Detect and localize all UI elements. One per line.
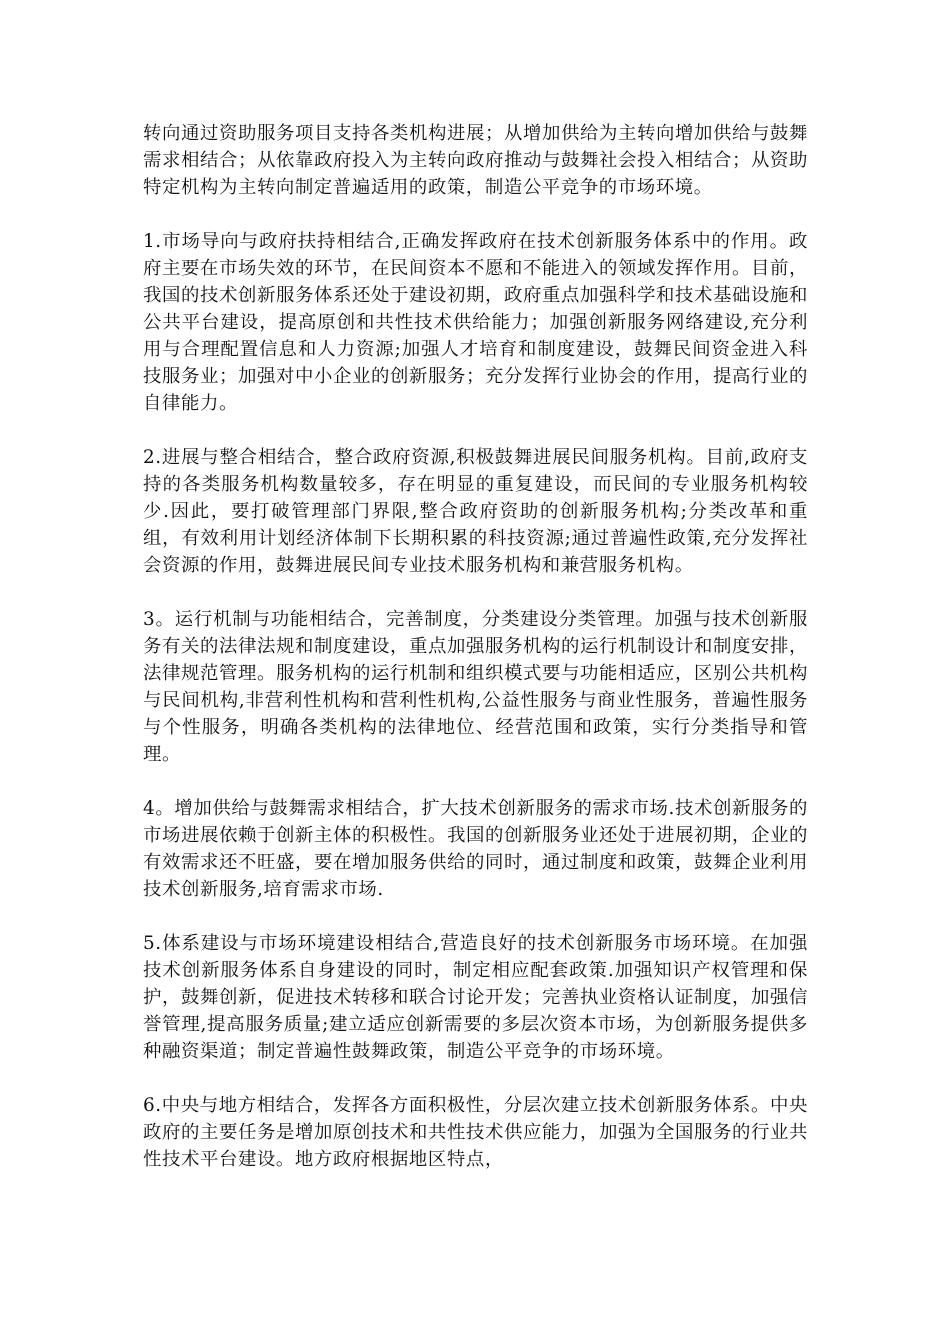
- paragraph-6-central-local: 6.中央与地方相结合，发挥各方面积极性，分层次建立技术创新服务体系。中央政府的主要任务是增加原创技术和共性技术供应能力，加强为全国服务的行业共性技术平台建设。地方政府根据地区特点，: [143, 1095, 808, 1170]
- paragraph-5-system-environment: 5.体系建设与市场环境建设相结合,营造良好的技术创新服务市场环境。在加强技术创新服务体系自身建设的同时，制定相应配套政策.加强知识产权管理和保护，鼓舞创新，促进技术转移和联合讨论开发；完善执业资格认证制度，加强信誉管理,提高服务质量;建立适应创新需要的多层次资本市场，为创新服务提供多种融资渠道；制定普遍性鼓舞政策，制造公平竞争的市场环境。: [143, 933, 808, 1062]
- paragraph-2-development-integration: 2.进展与整合相结合，整合政府资源,积极鼓舞进展民间服务机构。目前,政府支持的各类服务机构数量较多，存在明显的重复建设，而民间的专业服务机构较少.因此，要打破管理部门界限,整合政府资助的创新服务机构;分类改革和重组，有效利用计划经济体制下长期积累的科技资源;通过普遍性政策,充分发挥社会资源的作用，鼓舞进展民间专业技术服务机构和兼营服务机构。: [143, 447, 808, 576]
- document-page: [143, 120, 808, 1200]
- paragraph-4-supply-demand: 4。增加供给与鼓舞需求相结合，扩大技术创新服务的需求市场.技术创新服务的市场进展依赖于创新主体的积极性。我国的创新服务业还处于进展初期，企业的有效需求还不旺盛，要在增加服务供给的同时，通过制度和政策，鼓舞企业利用技术创新服务,培育需求市场.: [143, 798, 808, 900]
- paragraph-1-market-government: 1.市场导向与政府扶持相结合,正确发挥政府在技术创新服务体系中的作用。政府主要在市场失效的环节，在民间资本不愿和不能进入的领域发挥作用。目前，我国的技术创新服务体系还处于建设初期，政府重点加强科学和技术基础设施和公共平台建设，提高原创和共性技术供给能力；加强创新服务网络建设,充分利用与合理配置信息和人力资源;加强人才培育和制度建设，鼓舞民间资金进入科技服务业；加强对中小企业的创新服务；充分发挥行业协会的作用，提高行业的自律能力。: [143, 231, 808, 414]
- paragraph-intro: 转向通过资助服务项目支持各类机构进展；从增加供给为主转向增加供给与鼓舞需求相结合；从依靠政府投入为主转向政府推动与鼓舞社会投入相结合；从资助特定机构为主转向制定普遍适用的政策，制造公平竞争的市场环境。: [143, 123, 808, 198]
- paragraph-3-mechanism-function: 3。运行机制与功能相结合，完善制度，分类建设分类管理。加强与技术创新服务有关的法律法规和制度建设，重点加强服务机构的运行机制设计和制度安排，法律规范管理。服务机构的运行机制和组织模式要与功能相适应，区别公共机构与民间机构,非营利性机构和营利性机构,公益性服务与商业性服务，普遍性服务与个性服务，明确各类机构的法律地位、经营范围和政策，实行分类指导和管理。: [143, 609, 808, 765]
